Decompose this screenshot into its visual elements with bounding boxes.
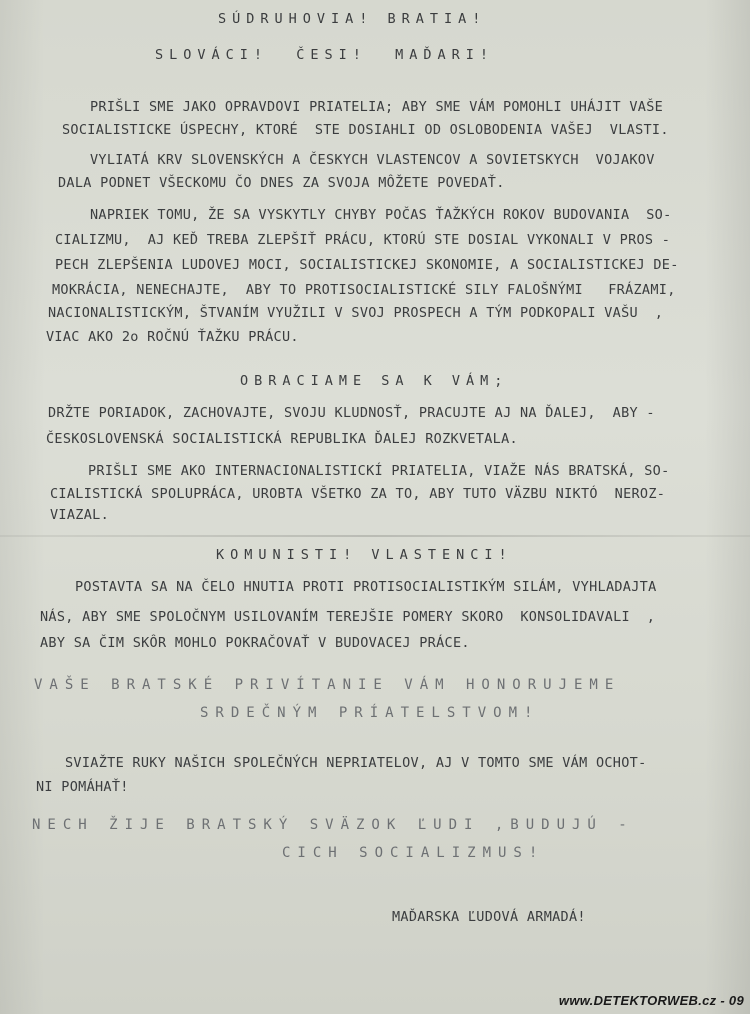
- signature: MAĎARSKA ĽUDOVÁ ARMADÁ!: [392, 909, 586, 925]
- heading-communists: KOMUNISTI! VLASTENCI!: [216, 547, 513, 563]
- paragraph-7-line-1: SVIAŽTE RUKY NAŠICH SPOLEČNÝCH NEPRIATELOV, AJ V TOMTO SME VÁM OCHOT-: [65, 755, 647, 771]
- heading-welcome-line-1: VAŠE BRATSKÉ PRIVÍTANIE VÁM HONORUJEME: [34, 677, 621, 693]
- paragraph-5-line-3: VIAZAL.: [50, 507, 109, 523]
- heading-comrades: SÚDRUHOVIA! BRATIA!: [218, 11, 487, 27]
- paragraph-6-line-2: NÁS, ABY SME SPOLOČNYM USILOVANÍM TEREJŠIE POMERY SKORO KONSOLIDAVALI ,: [40, 609, 656, 625]
- paragraph-3-line-3: PECH ZLEPŠENIA LUDOVEJ MOCI, SOCIALISTICKEJ SKONOMIE, A SOCIALISTICKEJ DE-: [55, 257, 679, 273]
- paragraph-5-line-2: CIALISTICKÁ SPOLUPRÁCA, UROBTA VŠETKO ZA TO, ABY TUTO VÄZBU NIKTÓ NEROZ-: [50, 486, 666, 502]
- paragraph-1-line-1: PRIŠLI SME JAKO OPRAVDOVI PRIATELIA; ABY SME VÁM POMOHLI UHÁJIT VAŠE: [90, 99, 664, 115]
- paragraph-3-line-6: VIAC AKO 2o ROČNÚ ŤAŽKU PRÁCU.: [46, 329, 299, 345]
- heading-long-live-line-1: NECH ŽIJE BRATSKÝ SVÄZOK ĽUDI ,BUDUJÚ -: [32, 817, 634, 833]
- paragraph-3-line-5: NACIONALISTICKÝM, ŠTVANÍM VYUŽILI V SVOJ PROSPECH A TÝM PODKOPALI VAŠU ,: [48, 305, 664, 321]
- paper-fold: [0, 535, 750, 537]
- paragraph-4-line-2: ČESKOSLOVENSKÁ SOCIALISTICKÁ REPUBLIKA ĎALEJ ROZKVETALA.: [46, 431, 518, 447]
- source-watermark: www.DETEKTORWEB.cz - 09: [558, 993, 744, 1008]
- paragraph-3-line-2: CIALIZMU, AJ KEĎ TREBA ZLEPŠIŤ PRÁCU, KTORÚ STE DOSIAL VYKONALI V PROS -: [55, 232, 671, 248]
- paragraph-2-line-2: DALA PODNET VŠECKOMU ČO DNES ZA SVOJA MÔŽETE POVEDAŤ.: [58, 175, 505, 191]
- paragraph-1-line-2: SOCIALISTICKE ÚSPECHY, KTORÉ STE DOSIAHLI OD OSLOBODENIA VAŠEJ VLASTI.: [62, 122, 669, 138]
- paragraph-6-line-3: ABY SA ČIM SKÔR MOHLO POKRAČOVAŤ V BUDOVACEJ PRÁCE.: [40, 635, 470, 651]
- heading-long-live-line-2: CICH SOCIALIZMUS!: [282, 845, 545, 861]
- paragraph-5-line-1: PRIŠLI SME AKO INTERNACIONALISTICKÍ PRIATELIA, VIAŽE NÁS BRATSKÁ, SO-: [88, 463, 670, 479]
- paragraph-2-line-1: VYLIATÁ KRV SLOVENSKÝCH A ČESKYCH VLASTENCOV A SOVIETSKYCH VOJAKOV: [90, 152, 655, 168]
- paragraph-3-line-1: NAPRIEK TOMU, ŽE SA VYSKYTLY CHYBY POČAS ŤAŽKÝCH ROKOV BUDOVANIA SO-: [90, 207, 672, 223]
- heading-welcome-line-2: SRDEČNÝM PRÍATELSTVOM!: [200, 705, 540, 721]
- paragraph-4-line-1: DRŽTE PORIADOK, ZACHOVAJTE, SVOJU KLUDNOSŤ, PRACUJTE AJ NA ĎALEJ, ABY -: [48, 405, 655, 421]
- paragraph-6-line-1: POSTAVTA SA NA ČELO HNUTIA PROTI PROTISOCIALISTIKÝM SILÁM, VYHLADAJTA: [75, 579, 657, 595]
- paragraph-3-line-4: MOKRÁCIA, NENECHAJTE, ABY TO PROTISOCIALISTICKÉ SILY FALOŠNÝMI FRÁZAMI,: [52, 282, 676, 298]
- heading-appeal: OBRACIAME SA K VÁM;: [240, 373, 509, 389]
- heading-nations: SLOVÁCI! ČESI! MAĎARI!: [155, 47, 495, 63]
- paragraph-7-line-2: NI POMÁHAŤ!: [36, 779, 129, 795]
